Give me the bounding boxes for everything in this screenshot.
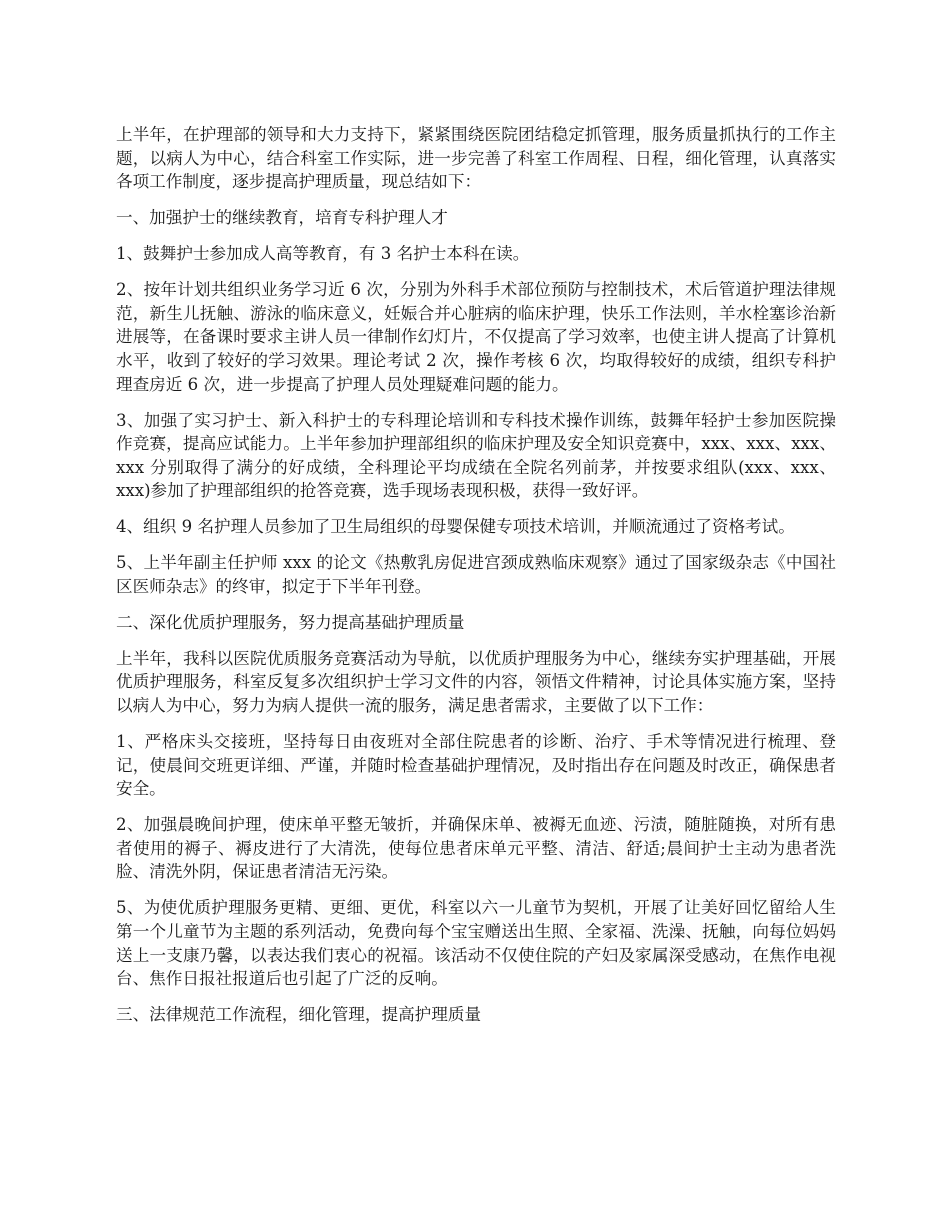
- section-heading-2: 二、深化优质护理服务，努力提高基础护理质量: [116, 612, 465, 632]
- section-heading-3: 三、法律规范工作流程，细化管理，提高护理质量: [116, 1005, 482, 1025]
- list-item-2-5: 5、为使优质护理服务更精、更细、更优，科室以六一儿童节为契机，开展了让美好回忆留给人生第一个儿童节为主题的系列活动，免费向每个宝宝赠送出生照、全家福、洗澡、抚触，向每位妈妈送上一支康乃馨，以表达我们衷心的祝福。该活动不仅使住院的产妇及家属深受感动，在焦作电视台、焦作日报社报道后也引起了广泛的反响。: [116, 898, 836, 989]
- document-page: [116, 123, 836, 1039]
- list-item-1-2: 2、按年计划共组织业务学习近 6 次，分别为外科手术部位预防与控制技术，术后管道护理法律规范，新生儿抚触、游泳的临床意义，妊娠合并心脏病的临床护理，快乐工作法则，羊水栓塞诊治新进展等，在备课时要求主讲人员一律制作幻灯片，不仅提高了学习效率，也使主讲人提高了计算机水平，收到了较好的学习效果。理论考试 2 次，操作考核 6 次，均取得较好的成绩，组织专科护理查房近 6 次，进一步提高了护理人员处理疑难问题的能力。: [116, 280, 836, 394]
- list-item-1-5: 5、上半年副主任护师 xxx 的论文《热敷乳房促进宫颈成熟临床观察》通过了国家级杂志《中国社区医师杂志》的终审，拟定于下半年刊登。: [116, 553, 836, 596]
- list-item-2-2: 2、加强晨晚间护理，使床单平整无皱折，并确保床单、被褥无血迹、污渍，随脏随换，对所有患者使用的褥子、褥皮进行了大清洗，使每位患者床单元平整、清洁、舒适;晨间护士主动为患者洗脸、清洗外阴，保证患者清洁无污染。: [116, 815, 836, 882]
- list-item-2-1: 1、严格床头交接班，坚持每日由夜班对全部住院患者的诊断、治疗、手术等情况进行梳理、登记，使晨间交班更详细、严谨，并随时检查基础护理情况，及时指出存在问题及时改正，确保患者安全。: [116, 731, 836, 799]
- list-item-1-1: 1、鼓舞护士参加成人高等教育，有 3 名护士本科在读。: [116, 244, 530, 264]
- intro-paragraph: 上半年，在护理部的领导和大力支持下，紧紧围绕医院团结稳定抓管理，服务质量抓执行的工作主题，以病人为中心，结合科室工作实际，进一步完善了科室工作周程、日程，细化管理，认真落实各项工作制度，逐步提高护理质量，现总结如下：: [116, 125, 836, 192]
- list-item-1-3: 3、加强了实习护士、新入科护士的专科理论培训和专科技术操作训练，鼓舞年轻护士参加医院操作竞赛，提高应试能力。上半年参加护理部组织的临床护理及安全知识竞赛中，xxx、xxx、xxx、xxx 分别取得了满分的好成绩，全科理论平均成绩在全院名列前茅，并按要求组队(xxx、xxx、xxx)参加了护理部组织的抢答竞赛，选手现场表现积极，获得一致好评。: [116, 410, 836, 501]
- section-heading-1: 一、加强护士的继续教育，培育专科护理人才: [116, 208, 448, 228]
- list-item-1-4: 4、组织 9 名护理人员参加了卫生局组织的母婴保健专项技术培训，并顺流通过了资格考试。: [116, 517, 795, 537]
- section-2-intro: 上半年，我科以医院优质服务竞赛活动为导航，以优质护理服务为中心，继续夯实护理基础，开展优质护理服务，科室反复多次组织护士学习文件的内容，领悟文件精神，讨论具体实施方案，坚持以病人为中心，努力为病人提供一流的服务，满足患者需求，主要做了以下工作：: [116, 648, 836, 715]
